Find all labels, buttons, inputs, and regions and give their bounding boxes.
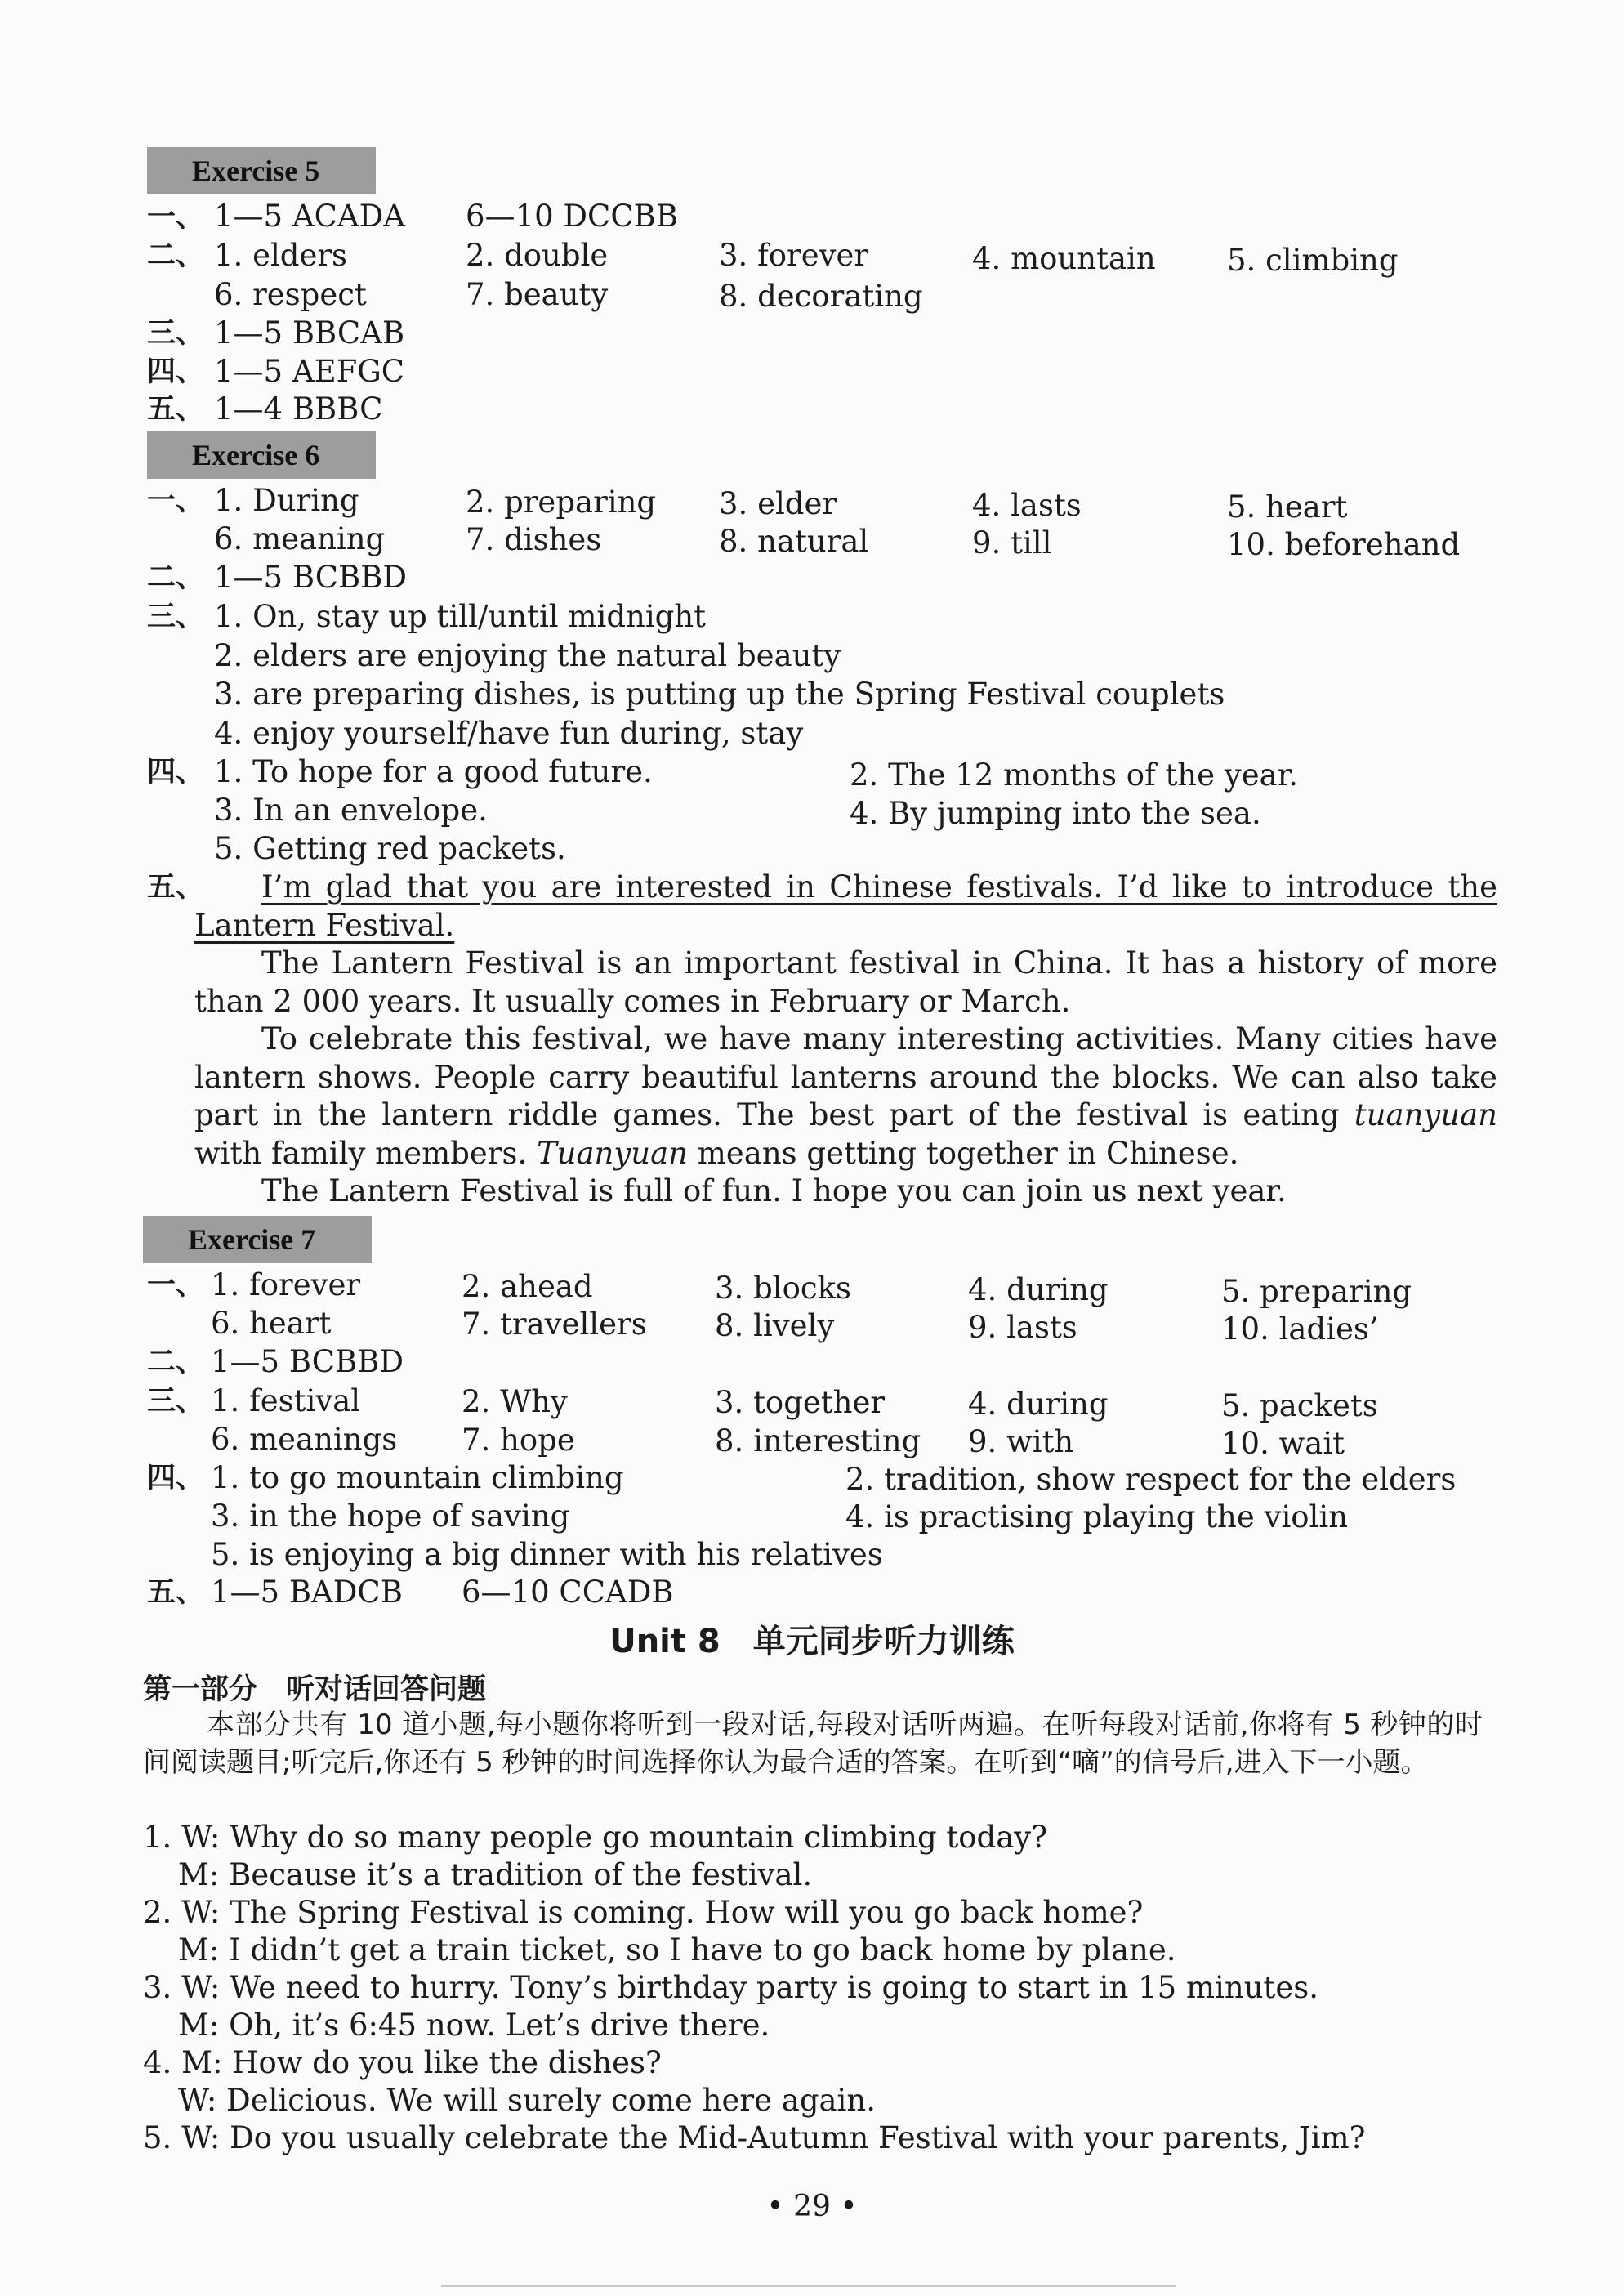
ex7-section-4-mark: 四、 xyxy=(147,1462,205,1494)
dialogue-line: 4. M: How do you like the dishes? xyxy=(143,2045,662,2080)
ex6-s3-item: 1. On, stay up till/until midnight xyxy=(214,599,707,634)
ex7-section-2-mark: 二、 xyxy=(147,1346,205,1378)
dialogue-line: 1. W: Why do so many people go mountain climbing today? xyxy=(143,1820,1048,1855)
bottom-rule xyxy=(441,2285,1176,2287)
ex7-section-3-mark: 三、 xyxy=(147,1385,205,1418)
ex7-s4-item: 4. is practising playing the violin xyxy=(845,1499,1349,1534)
dialogue-line: 2. W: The Spring Festival is coming. How will you go back home? xyxy=(143,1895,1144,1930)
ex7-section-5-mark: 五、 xyxy=(147,1576,205,1609)
ex5-s1-answers-a: 1—5 ACADA xyxy=(214,199,405,234)
ex6-s1-item: 2. preparing xyxy=(466,485,657,520)
ex7-s3-item: 1. festival xyxy=(211,1383,361,1418)
ex7-s1-item: 9. lasts xyxy=(968,1310,1077,1345)
ex7-s3-item: 10. wait xyxy=(1221,1426,1345,1461)
ex7-s4-item: 3. in the hope of saving xyxy=(211,1499,570,1534)
essay-intro: I’m glad that you are interested in Chinese festivals. I’d like to introduce the Lantern Festival. xyxy=(194,869,1497,943)
dialogue-line: M: I didn’t get a train ticket, so I have to go back home by plane. xyxy=(178,1932,1176,1968)
ex5-s2-item: 7. beauty xyxy=(466,277,609,312)
ex6-s4-item: 1. To hope for a good future. xyxy=(214,754,653,789)
ex6-s1-item: 9. till xyxy=(972,525,1052,561)
ex5-s4-answers: 1—5 AEFGC xyxy=(214,354,405,389)
part-1-title: 第一部分 听对话回答问题 xyxy=(143,1673,487,1706)
ex5-s3-answers: 1—5 BBCAB xyxy=(214,315,405,351)
ex6-s1-item: 3. elder xyxy=(719,486,837,521)
ex7-s4-item: 5. is enjoying a big dinner with his relatives xyxy=(211,1537,883,1572)
ex7-s1-item: 1. forever xyxy=(211,1267,361,1302)
ex6-s3-item: 4. enjoy yourself/have fun during, stay xyxy=(214,716,804,751)
ex6-s4-item: 4. By jumping into the sea. xyxy=(850,796,1261,831)
ex7-s3-item: 9. with xyxy=(968,1424,1074,1459)
ex7-s3-item: 7. hope xyxy=(462,1423,575,1458)
ex7-s5-answers-b: 6—10 CCADB xyxy=(462,1575,674,1610)
ex6-s1-item: 4. lasts xyxy=(972,488,1082,523)
ex5-section-2-mark: 二、 xyxy=(147,239,205,272)
ex7-s3-item: 5. packets xyxy=(1221,1388,1378,1423)
ex6-s1-item: 7. dishes xyxy=(466,522,602,557)
dialogue-line: W: Delicious. We will surely come here again. xyxy=(178,2083,876,2118)
ex6-s4-item: 5. Getting red packets. xyxy=(214,831,566,866)
ex7-s1-item: 6. heart xyxy=(211,1306,332,1341)
ex7-s4-item: 1. to go mountain climbing xyxy=(211,1460,624,1495)
ex7-s1-item: 2. ahead xyxy=(462,1269,593,1304)
ex6-s4-item: 2. The 12 months of the year. xyxy=(850,757,1299,793)
ex5-s2-item: 6. respect xyxy=(214,277,367,312)
essay-paragraph-3: The Lantern Festival is full of fun. I hope you can join us next year. xyxy=(261,1173,1287,1208)
dialogue-line: M: Oh, it’s 6:45 now. Let’s drive there. xyxy=(178,2008,770,2043)
ex6-s2-answers: 1—5 BCBBD xyxy=(214,560,408,595)
ex5-section-5-mark: 五、 xyxy=(147,393,205,426)
ex7-s3-item: 4. during xyxy=(968,1387,1109,1422)
unit-8-title: Unit 8 单元同步听力训练 xyxy=(609,1623,1015,1660)
dialogue-line: 3. W: We need to hurry. Tony’s birthday party is going to start in 15 minutes. xyxy=(143,1970,1319,2005)
ex7-s1-item: 8. lively xyxy=(715,1308,835,1343)
page-number: • 29 • xyxy=(766,2190,858,2223)
ex6-section-4-mark: 四、 xyxy=(147,756,205,788)
ex6-section-2-mark: 二、 xyxy=(147,561,205,594)
ex6-s1-item: 5. heart xyxy=(1227,489,1348,525)
ex5-s2-item: 4. mountain xyxy=(972,241,1156,276)
dialogue-line: M: Because it’s a tradition of the festival. xyxy=(178,1857,813,1892)
ex5-section-1: 一、 xyxy=(147,201,205,234)
ex7-s1-item: 7. travellers xyxy=(462,1307,647,1342)
ex7-s1-item: 5. preparing xyxy=(1221,1274,1412,1309)
ex5-s2-item: 1. elders xyxy=(214,238,348,273)
ex7-s3-item: 2. Why xyxy=(462,1384,568,1419)
ex6-s4-item: 3. In an envelope. xyxy=(214,793,488,828)
ex6-section-3-mark: 三、 xyxy=(147,601,205,633)
ex5-s2-item: 8. decorating xyxy=(719,279,923,314)
ex5-s2-item: 3. forever xyxy=(719,238,869,273)
ex6-section-5-mark: 五、 xyxy=(147,871,205,904)
ex7-s4-item: 2. tradition, show respect for the elders xyxy=(845,1462,1457,1497)
essay-paragraph-1: The Lantern Festival is an important festival in China. It has a history of more than 2 000 years. It usually comes in February or March. xyxy=(194,945,1497,1019)
exercise-6-heading: Exercise 6 xyxy=(147,431,376,479)
ex7-s3-item: 8. interesting xyxy=(715,1423,921,1458)
ex5-s2-item: 5. climbing xyxy=(1227,243,1399,278)
ex7-s3-item: 6. meanings xyxy=(211,1422,398,1457)
ex6-s1-item: 8. natural xyxy=(719,524,869,559)
dialogue-line: 5. W: Do you usually celebrate the Mid-Autumn Festival with your parents, Jim? xyxy=(143,2120,1366,2155)
ex6-s3-item: 3. are preparing dishes, is putting up the Spring Festival couplets xyxy=(214,677,1225,712)
ex6-s3-item: 2. elders are enjoying the natural beauty xyxy=(214,638,841,673)
ex6-s1-item: 6. meaning xyxy=(214,521,386,556)
ex7-s5-answers-a: 1—5 BADCB xyxy=(211,1575,403,1610)
listening-instructions: 本部分共有 10 道小题,每小题你将听到一段对话,每段对话听两遍。在听每段对话前,你将有 5 秒钟的时间阅读题目;听完后,你还有 5 秒钟的时间选择你认为最合适的答案。在听到“嘀”的信号后,进入下一小题。 xyxy=(143,1709,1483,1779)
ex7-s1-item: 3. blocks xyxy=(715,1271,851,1306)
ex7-section-1-mark: 一、 xyxy=(147,1269,205,1302)
ex5-section-3-mark: 三、 xyxy=(147,317,205,350)
ex7-s3-item: 3. together xyxy=(715,1385,886,1420)
ex7-s1-item: 4. during xyxy=(968,1272,1109,1307)
ex6-s1-item: 1. During xyxy=(214,483,359,518)
ex7-s1-item: 10. ladies’ xyxy=(1221,1311,1379,1347)
ex6-essay xyxy=(194,869,1497,1211)
exercise-7-heading: Exercise 7 xyxy=(143,1216,372,1263)
exercise-5-heading: Exercise 5 xyxy=(147,147,376,194)
ex5-s5-answers: 1—4 BBBC xyxy=(214,391,383,427)
ex5-s1-answers-b: 6—10 DCCBB xyxy=(466,199,679,234)
ex7-s2-answers: 1—5 BCBBD xyxy=(211,1344,404,1379)
ex6-s1-item: 10. beforehand xyxy=(1227,527,1461,562)
ex6-section-1-mark: 一、 xyxy=(147,485,205,517)
ex5-section-4-mark: 四、 xyxy=(147,355,205,388)
essay-paragraph-2: To celebrate this festival, we have many interesting activities. Many cities have lantern shows. People carry beautiful lanterns around the blocks. We can also take part in the lantern riddle games. The best part of the festival is eating tuanyuan with family members. Tuanyuan means getting together in Chinese. xyxy=(194,1021,1497,1171)
ex5-s2-item: 2. double xyxy=(466,238,609,273)
